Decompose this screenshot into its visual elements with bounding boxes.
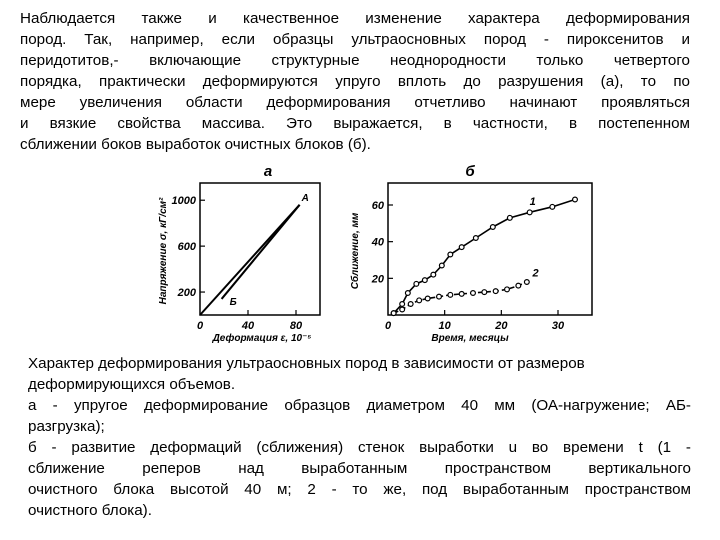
panel-label: а bbox=[263, 163, 273, 180]
caption-line: очистного блока высотой 40 м; 2 - то же, под выработанным пространством bbox=[28, 481, 691, 498]
caption-line: б - развитие деформаций (сближения) стенок выработки u во времени t (1 - bbox=[28, 439, 691, 456]
data-point bbox=[473, 236, 478, 241]
data-point bbox=[493, 289, 498, 294]
text-line: мере увеличения области деформирования отчетливо начинают проявляться bbox=[20, 94, 690, 111]
x-tick-label: 20 bbox=[495, 320, 508, 332]
text-line: сближении боков выработок очистных блоков (б). bbox=[20, 136, 371, 153]
text-line: порядка, практически деформируются упруго вплоть до разрушения (а), то по bbox=[20, 73, 690, 90]
x-tick-label: 0 bbox=[384, 320, 392, 332]
data-point bbox=[507, 215, 512, 220]
figure bbox=[0, 163, 720, 353]
plot-frame bbox=[388, 183, 592, 315]
x-tick-label: 80 bbox=[289, 320, 303, 332]
data-point bbox=[391, 311, 396, 316]
chart-panel-a bbox=[158, 163, 320, 344]
x-tick-label: 10 bbox=[438, 320, 451, 332]
y-tick-label: 40 bbox=[371, 236, 384, 249]
data-point bbox=[417, 298, 422, 303]
caption-line: разгрузка); bbox=[28, 418, 105, 435]
data-point bbox=[527, 210, 532, 215]
x-tick-label: 0 bbox=[196, 320, 204, 332]
data-point bbox=[524, 280, 529, 285]
data-point bbox=[550, 204, 555, 209]
x-tick-label: 40 bbox=[241, 320, 255, 332]
caption-line: Характер деформирования ультраосновных пород в зависимости от размеров bbox=[28, 355, 585, 372]
chart-panel-b bbox=[349, 163, 592, 344]
x-axis-label: Деформация ε, 10⁻⁵ bbox=[212, 333, 312, 344]
data-point bbox=[448, 252, 453, 257]
data-point bbox=[425, 296, 430, 301]
data-point bbox=[414, 281, 419, 286]
y-tick-label: 200 bbox=[177, 287, 196, 300]
data-point bbox=[482, 290, 487, 295]
y-axis-label: Напряжение σ, кГ/см² bbox=[158, 197, 169, 305]
point-label-a: А bbox=[301, 192, 309, 204]
text-line: пород. Так, например, если образцы ультраосновных пород - пироксенитов и bbox=[20, 31, 690, 48]
panel-label: б bbox=[465, 163, 475, 180]
caption-line: сближение реперов над выработанным пространством вертикального bbox=[28, 460, 691, 477]
x-axis-label: Время, месяцы bbox=[431, 333, 509, 344]
x-tick-label: 30 bbox=[551, 320, 565, 332]
data-point bbox=[505, 287, 510, 292]
y-tick-label: 20 bbox=[371, 273, 384, 286]
caption-line: а - упругое деформирование образцов диаметром 40 мм (ОА-нагружение; АБ- bbox=[28, 397, 691, 414]
data-point bbox=[516, 283, 521, 288]
data-point bbox=[459, 292, 464, 297]
y-axis-label: Сближение, мм bbox=[350, 212, 361, 290]
intro-paragraph bbox=[20, 8, 690, 155]
point-label-b: Б bbox=[229, 296, 237, 308]
data-point bbox=[408, 302, 413, 307]
text-line: Наблюдается также и качественное изменение характера деформирования bbox=[20, 10, 690, 27]
data-point bbox=[573, 197, 578, 202]
data-point bbox=[405, 291, 410, 296]
data-point bbox=[448, 292, 453, 297]
series-line-1 bbox=[394, 200, 575, 314]
text-line: и вязкие свойства массива. Это выражается, в частности, в постепенном bbox=[20, 115, 690, 132]
data-point bbox=[422, 278, 427, 283]
series-label: 2 bbox=[532, 267, 539, 280]
text-line: перидотитов,- включающие структурные неоднородности только четвертого bbox=[20, 52, 690, 69]
data-point bbox=[471, 291, 476, 296]
caption-line: очистного блока). bbox=[28, 502, 152, 519]
data-point bbox=[400, 302, 405, 307]
data-point bbox=[431, 272, 436, 277]
data-point bbox=[490, 225, 495, 230]
figure-caption bbox=[28, 353, 691, 521]
data-point bbox=[439, 263, 444, 268]
data-point bbox=[459, 245, 464, 250]
series-label: 1 bbox=[529, 196, 536, 208]
y-tick-label: 1000 bbox=[171, 195, 196, 208]
y-tick-label: 60 bbox=[371, 200, 384, 212]
caption-line: деформирующихся объемов. bbox=[28, 376, 236, 393]
y-tick-label: 600 bbox=[177, 241, 196, 254]
data-point bbox=[437, 294, 442, 299]
data-point bbox=[400, 307, 405, 312]
series-line-unloading bbox=[222, 205, 300, 299]
